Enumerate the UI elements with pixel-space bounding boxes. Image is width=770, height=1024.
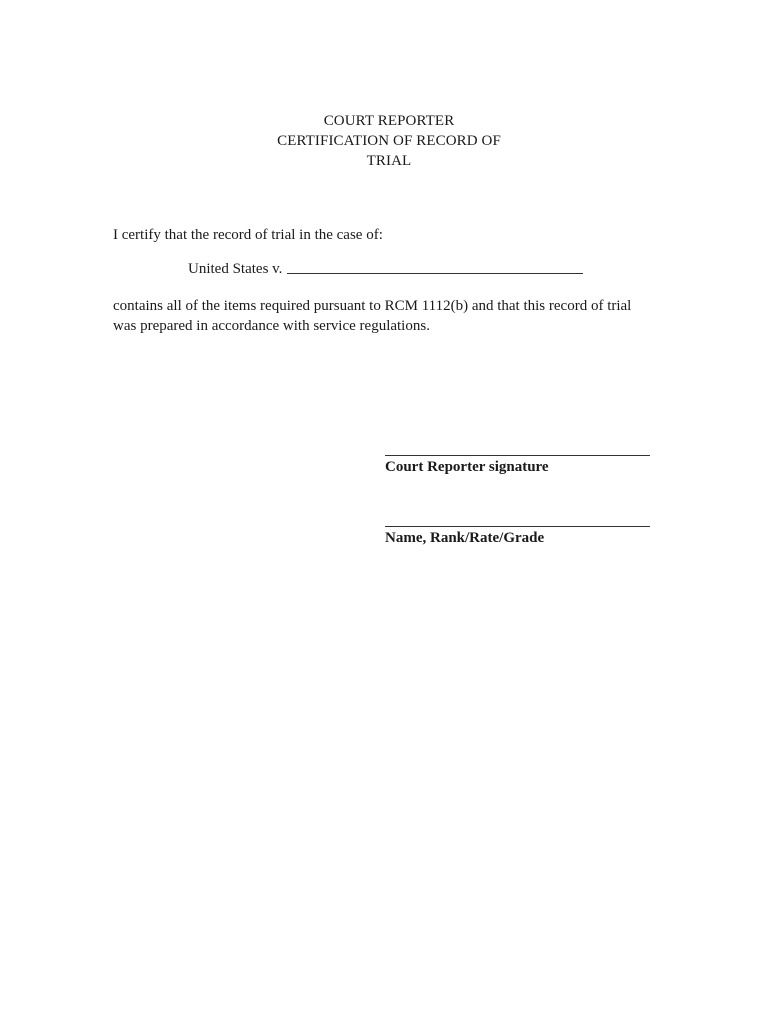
name-rank-line[interactable] <box>385 526 650 527</box>
title-line-1: COURT REPORTER <box>323 113 455 129</box>
signature-label: Court Reporter signature <box>385 459 549 475</box>
case-prefix: United States v. <box>188 261 283 277</box>
case-name-blank-line[interactable] <box>287 273 583 274</box>
title-line-3: TRIAL <box>366 153 412 169</box>
certification-intro: I certify that the record of trial in the case of: <box>113 227 383 243</box>
certification-statement <box>113 296 653 336</box>
statement-line-2: was prepared in accordance with service regulations. <box>113 318 430 334</box>
statement-line-1: contains all of the items required pursuant to RCM 1112(b) and that this record of trial <box>113 298 632 314</box>
name-rank-label: Name, Rank/Rate/Grade <box>385 530 545 546</box>
document-title <box>0 111 770 171</box>
signature-line[interactable] <box>385 455 650 456</box>
case-caption <box>188 259 282 279</box>
title-line-2: CERTIFICATION OF RECORD OF <box>277 133 501 149</box>
